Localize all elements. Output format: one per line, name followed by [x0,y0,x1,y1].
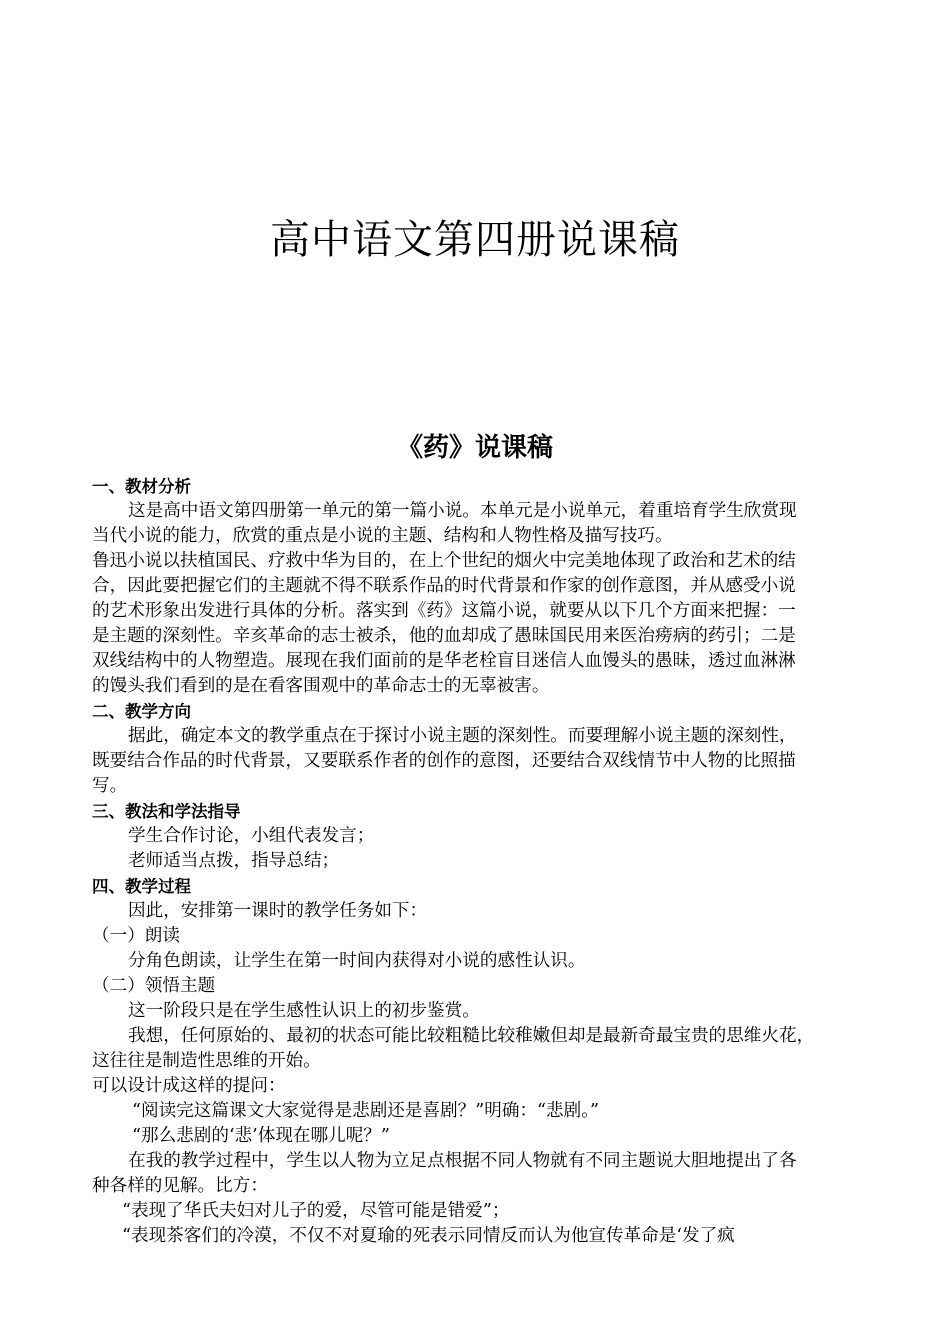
main-title: 高中语文第四册说课稿 [270,217,680,263]
section-heading: 一、教材分析 [92,477,191,496]
paragraph-line: 写。 [92,776,128,796]
subsection-heading: （一）朗读 [92,926,180,946]
paragraph-line: 可以设计成这样的提问： [92,1076,286,1096]
document-body [92,474,872,1249]
paragraph-line: 既要结合作品的时代背景，又要联系作者的创作的意图，还要结合双线情节中人物的比照描 [92,751,796,771]
paragraph-line: 分角色朗读，让学生在第一时间内获得对小说的感性认识。 [128,951,586,971]
paragraph-line: 双线结构中的人物塑造。展现在我们面前的是华老栓盲目迷信人血馒头的愚昧，透过血淋淋 [92,651,796,671]
paragraph-line: 合，因此要把握它们的主题就不得不联系作品的时代背景和作家的创作意图，并从感受小说 [92,576,796,596]
section-heading: 二、教学方向 [92,702,191,721]
paragraph-line: 的艺术形象出发进行具体的分析。落实到《药》这篇小说，就要从以下几个方面来把握：一 [92,601,796,621]
paragraph-line: 学生合作讨论，小组代表发言； [128,826,375,846]
paragraph-line: 这是高中语文第四册第一单元的第一篇小说。本单元是小说单元，着重培育学生欣赏现 [128,501,797,521]
quote-line: “那么悲剧的‘悲’体现在哪儿呢？” [132,1126,390,1146]
paragraph-line: 的馒头我们看到的是在看客围观中的革命志士的无辜被害。 [92,676,550,696]
quote-line: “表现了华氏夫妇对儿子的爱，尽管可能是错爱”； [122,1201,510,1221]
paragraph-line: 当代小说的能力，欣赏的重点是小说的主题、结构和人物性格及描写技巧。 [92,526,673,546]
paragraph-line: 种各样的见解。比方： [92,1176,268,1196]
section-heading: 三、教法和学法指导 [92,802,241,821]
paragraph-line: 据此，确定本文的教学重点在于探讨小说主题的深刻性。而要理解小说主题的深刻性， [128,726,797,746]
paragraph-line: 是主题的深刻性。辛亥革命的志士被杀，他的血却成了愚昧国民用来医治痨病的药引；二是 [92,626,796,646]
document-title: 《药》说课稿 [396,433,553,463]
paragraph-line: 这一阶段只是在学生感性认识上的初步鉴赏。 [128,1001,480,1021]
subsection-heading: （二）领悟主题 [92,976,216,996]
section-heading: 四、教学过程 [92,877,191,896]
paragraph-line: 鲁迅小说以扶植国民、疗救中华为目的，在上个世纪的烟火中完美地体现了政治和艺术的结 [92,551,796,571]
paragraph-line: 这往往是制造性思维的开始。 [92,1051,321,1071]
paragraph-line: 老师适当点拨，指导总结； [128,851,340,871]
paragraph-line: 我想，任何原始的、最初的状态可能比较粗糙比较稚嫩但却是最新奇最宝贵的思维火花， [128,1026,815,1046]
quote-line: “阅读完这篇课文大家觉得是悲剧还是喜剧？”明确：“悲剧。” [132,1101,600,1121]
quote-line: “表现茶客们的冷漠，不仅不对夏瑜的死表示同情反而认为他宣传革命是‘发了疯 [122,1226,735,1246]
paragraph-line: 因此，安排第一课时的教学任务如下： [128,901,428,921]
paragraph-line: 在我的教学过程中，学生以人物为立足点根据不同人物就有不同主题说大胆地提出了各 [128,1151,797,1171]
